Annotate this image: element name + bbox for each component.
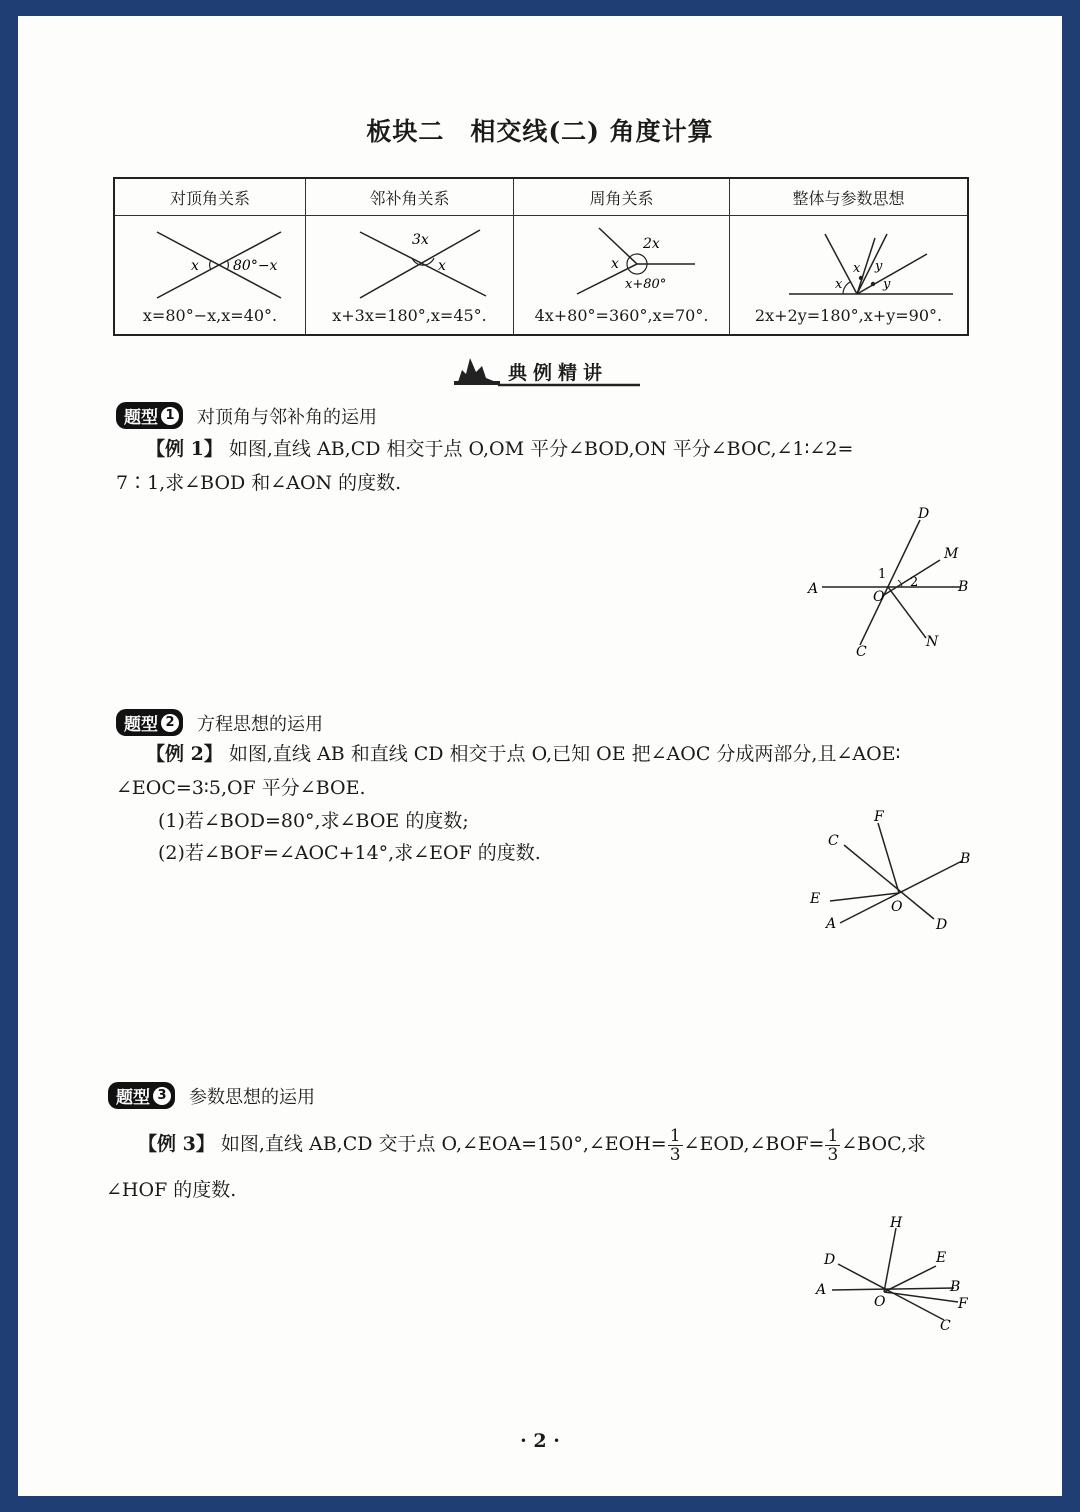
point-B: B [950,1279,961,1295]
angle-2: 2 [910,575,919,590]
page-title: 板块二 相交线(二) 角度计算 [366,117,714,146]
label-y-right: y [882,277,890,292]
equation-parameter-idea: 2x+2y=180°,x+y=90°. [754,306,943,325]
example-2-figure [800,805,980,940]
point-B: B [958,579,969,595]
example-1-figure [800,500,980,665]
section-banner-title: 典例精讲 [508,362,609,384]
label-x: x [610,256,619,272]
point-O: O [873,589,885,605]
point-A: A [816,1282,827,1298]
question-type-2 [116,709,323,736]
label-y-top: y [874,259,882,274]
question-type-badge: 题型 2 [116,709,183,736]
point-N: N [926,634,939,650]
equation-full-angle: 4x+80°=360°,x=70°. [534,306,709,325]
point-B: B [960,851,971,867]
equation-vertical-angles: x=80°−x,x=40°. [142,306,278,325]
point-E: E [936,1250,947,1266]
label-x-plus-80: x+80° [624,277,666,292]
point-E: E [810,891,821,907]
example-3-figure [808,1212,978,1337]
header-vertical-angles: 对顶角关系 [114,178,306,216]
example-3-line-2: ∠HOF 的度数. [106,1179,237,1201]
point-D: D [824,1252,836,1268]
example-2-sub-question-2: (2)若∠BOF=∠AOC+14°,求∠EOF 的度数. [158,842,541,864]
example-label: 【例 1】 [146,438,223,460]
example-2-line-2: ∠EOC=3∶5,OF 平分∠BOE. [116,777,366,799]
point-M: M [944,546,959,562]
supplementary-angles-figure [320,220,500,306]
point-D: D [918,506,930,522]
question-type-label: 方程思想的运用 [197,713,323,735]
label-3x: 3x [411,232,429,248]
page-number: · 2 · [520,1430,560,1452]
point-A: A [808,581,819,597]
cell-vertical-angles [114,216,306,336]
label-x-left: x [834,277,842,292]
equation-supplementary-angles: x+3x=180°,x=45°. [332,306,487,325]
point-H: H [890,1215,903,1231]
label-x-top: x [852,261,860,276]
point-F: F [874,809,884,825]
example-label: 【例 3】 [138,1133,215,1155]
header-parameter-idea: 整体与参数思想 [730,178,969,216]
example-1-line-2: 7∶1,求∠BOD 和∠AON 的度数. [116,472,402,494]
question-type-3 [108,1082,315,1109]
angle-1: 1 [878,567,887,582]
question-type-badge: 题型 1 [116,402,183,429]
question-type-label: 参数思想的运用 [189,1086,315,1108]
point-D: D [936,917,948,933]
question-type-badge: 题型 3 [108,1082,175,1109]
fraction-one-third: $\frac{1}{3}$ [827,1125,839,1165]
question-type-1 [116,402,377,429]
fraction-one-third: $\frac{1}{3}$ [669,1125,681,1165]
label-2x: 2x [642,236,660,252]
parameter-idea-figure [739,220,959,306]
example-2-sub-question-1: (1)若∠BOD=80°,求∠BOE 的度数; [158,810,469,832]
cell-parameter-idea [730,216,969,336]
point-C: C [828,833,839,849]
question-type-label: 对顶角与邻补角的运用 [197,406,377,428]
vertical-angles-figure [125,220,295,306]
example-2-line-1: 【例 2】 如图,直线 AB 和直线 CD 相交于点 O,已知 OE 把∠AOC 分成两部分,且∠AOE∶ [146,743,901,765]
summary-table [113,177,969,336]
header-full-angle: 周角关系 [514,178,730,216]
point-C: C [856,644,867,660]
example-3-line-1: 【例 3】 如图,直线 AB,CD 交于点 O,∠EOA=150°,∠EOH= $\frac{1}{3}$ ∠EOD,∠BOF= $\frac{1}{3}$ ∠BOC,求 [138,1125,926,1165]
label-x: x [191,258,199,274]
point-C: C [940,1318,951,1334]
full-angle-figure [527,220,717,306]
label-x: x [437,258,446,274]
point-O: O [891,899,903,915]
header-supplementary-angles: 邻补角关系 [306,178,514,216]
example-1-line-1: 【例 1】 如图,直线 AB,CD 相交于点 O,OM 平分∠BOD,ON 平分∠BOC,∠1∶∠2= [146,438,854,460]
example-label: 【例 2】 [146,743,223,765]
point-A: A [826,916,837,932]
label-80-minus-x: 80°−x [233,258,278,274]
cell-supplementary-angles [306,216,514,336]
cell-full-angle [514,216,730,336]
point-O: O [874,1294,886,1310]
point-F: F [958,1296,968,1312]
